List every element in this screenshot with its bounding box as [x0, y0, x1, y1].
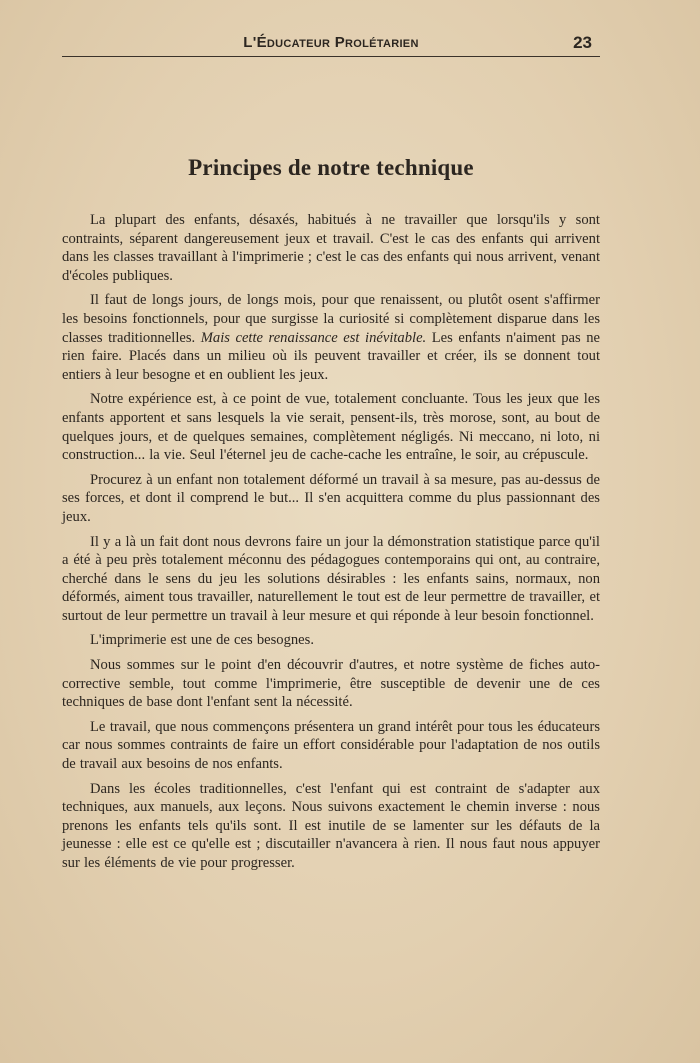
paragraph-8: Le travail, que nous commençons présentera un grand intérêt pour tous les éducateurs car nous sommes contraints de faire un effort considérable pour l'adaptation de nos outils de travail aux besoins de nos enfants.: [62, 718, 600, 773]
paragraph-3: Notre expérience est, à ce point de vue, totalement concluante. Tous les jeux que les enfants apportent et sans lesquels la vie serait, pensent-ils, très morose, sont, au bout de quelques jours, et de quelques semaines, complètement négligés. Ni meccano, ni loto, ni construction... la vie. Seul l'éternel jeu de cache-cache les entraîne, le soir, au crépuscule.: [62, 391, 600, 464]
paragraph-7: Nous sommes sur le point d'en découvrir d'autres, et notre système de fiches auto-corrective semble, tout comme l'imprimerie, être susceptible de devenir une de ces techniques de base dont l'enfant sent la nécessité.: [62, 657, 600, 711]
paragraph-9: Dans les écoles traditionnelles, c'est l'enfant qui est contraint de s'adapter aux techniques, aux manuels, aux leçons. Nous suivons exactement le chemin inverse : nous prenons les enfants tels qu'ils sont. Il est inutile de se lamenter sur les défauts de la jeunesse : elle est ce qu'elle est ; discutailler n'avancera à rien. Il nous faut nous appuyer sur les éléments de vie pour progresser.: [62, 780, 600, 871]
running-header: [62, 30, 600, 57]
page: [62, 30, 600, 879]
paragraph-2: [62, 291, 600, 384]
paragraph-2-text-after: Les enfants n'aiment pas ne rien faire. Placés dans un milieu où ils peuvent travailler et créer, ils se donnent tout entiers à leur besogne et en oublient les jeux.: [62, 329, 600, 383]
page-number: 23: [573, 33, 592, 52]
paragraph-1: La plupart des enfants, désaxés, habitués à ne travailler que lorsqu'ils y sont contraints, séparent dangereusement jeux et travail. C'est le cas des enfants qui arrivent dans les classes travaillant à l'imprimerie ; c'est le cas des enfants qui nous arrivent, venant d'écoles publiques.: [62, 212, 600, 284]
paragraph-4: Procurez à un enfant non totalement déformé un travail à sa mesure, pas au-dessus de ses forces, et dont il comprend le but... Il s'en acquittera comme du plus passionnant des jeux.: [62, 471, 600, 525]
article-title: Principes de notre technique: [188, 155, 474, 180]
journal-title: L'Éducateur Prolétarien: [243, 34, 419, 51]
paragraph-2-text-before: Il faut de longs jours, de longs mois, pour que renaissent, ou plutôt osent s'affirmer les besoins fonctionnels, pour que surgisse la curiosité si complètement disparue dans les classes traditionnelles.: [62, 292, 600, 346]
paragraph-5: Il y a là un fait dont nous devrons faire un jour la démonstration statistique parce qu'il a été à peu près totalement méconnu des pédagogues contemporains qui ont, au contraire, cherché dans le sens du jeu les solutions désirables : les enfants sains, normaux, non déformés, aiment tous travailler, naturellement le tout est de leur permettre de travailler, et surtout de leur permettre un travail à leur mesure et qui réponde à leur besoin fonctionnel.: [62, 533, 600, 624]
article-body: [62, 211, 600, 873]
paragraph-6: L'imprimerie est une de ces besognes.: [90, 632, 314, 649]
paragraph-2-emphasis: Mais cette renaissance est inévitable.: [200, 329, 427, 346]
